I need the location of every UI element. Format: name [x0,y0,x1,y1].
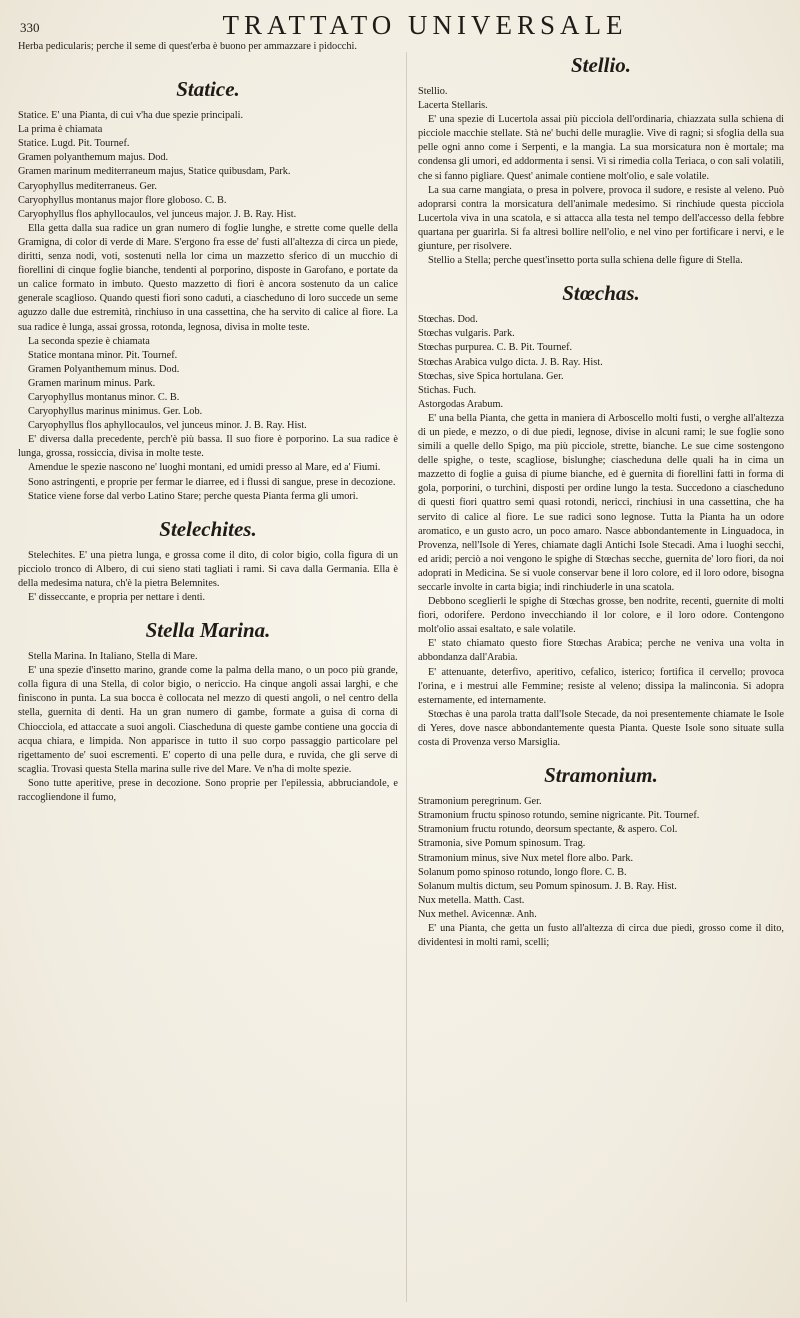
entry-paragraph: E' una bella Pianta, che getta in maniera di Arboscello molti fusti, o verghe all'altezza di un piede, e mezzo, o di due piedi, legnose, divise in alcuni rami; le sue foglie sono simili a quelle dello Spigo, ma più picciole, strette, bianche. Le sue cime sostengono delle spighe, o teste, scagliose, bislunghe; ciascheduna delle quali ha in cima un mazzetto di foglie a guisa di piume bianche, ed è guernita di fiorellini fatti in forma di gola, porporini, o turchini, disposti per ordine lungo la testa. Succedono a ciascheduno di questi fiori quattro semi quasi rotondi, nericci, rinchiusi in una cassettina, che ha servito di calice al fiore. Le sue radici sono legnose. Tutta la Pianta ha un odore aromatico, e un gusto acro, un poco amaro. Nasce abbondantemente in Linguadoca, in Provenza, nell'Isole di Yeres, chiamate dagli Antichi Isole Stecadi. Ama i luoghi secchi, ed aridi; perciò a noi vengono le spighe di Stœchas secche, guernita de' loro fiori, da noi adoprati in Medicina. Se si vuole conservar bene il loro colore, ed il loro odore, bisogna seccarle involte in carta bigia; indi rinchiuderle in una scatola. [418,412,784,593]
entry-paragraph: E' una spezie d'insetto marino, grande come la palma della mano, o un poco più grande, colla figura di una Stella, di color bigio, o nericcio. Ha cinque angoli assai larghi, e che finiscono in punta. La sua bocca è collocata nel mezzo di questi angoli, o nel centro della stella, guernita di denti. Ha un gran numero di gambe, formate a guisa di corna di Chiocciola, ed attaccate a suoi angoli. Ciascheduna di queste gambe contiene una goccia di acqua chiara, e limpida. Non apparisce in tutto il suo corpo passaggio particolare pel rigettamento de' suoi escrementi. E' coperto di una pelle dura, e ruvida, che gli serve di scaglia. Trovasi questa Stella marina sulle rive del Mare. Ve n'ha di molte spezie. [18,665,398,775]
synonym-line: Statice. E' una Pianta, di cui v'ha due spezie principali. [18,110,244,122]
entry-paragraph: Amendue le spezie nascono ne' luoghi montani, ed umidi presso al Mare, ed a' Fiumi. [28,462,381,474]
synonym-line: Stœchas, sive Spica hortulana. Ger. [418,370,564,382]
synonym-line: Stramonia, sive Pomum spinosum. Trag. [418,838,586,850]
synonym-line: Statice. Lugd. Pit. Tournef. [18,138,130,150]
synonym-line: Stichas. Fuch. [418,384,477,396]
left-column [18,40,398,1310]
entry-paragraph: E' disseccante, e propria per nettare i denti. [28,592,206,603]
right-entries [418,52,784,950]
entry-paragraph: E' attenuante, deterfivo, aperitivo, cefalico, isterico; fortifica il cervello; provoca l'orina, e i mestrui alle Femmine; resiste al veleno; dissipa la malinconia. Si adopra esternamente, ed internamente. [418,666,784,706]
entry-st-chas [418,280,784,750]
right-column [418,40,784,1310]
synonym-line: Stramonium fructu spinoso rotundo, semine nigricante. Pit. Tournef. [418,810,700,822]
synonym-line: Stramonium minus, sive Nux metel flore albo. Park. [418,852,634,864]
synonym-line: Stœchas vulgaris. Park. [418,328,515,340]
entry-paragraph: Caryophyllus flos aphyllocaulos, vel junceus minor. J. B. Ray. Hist. [28,420,307,432]
entry-paragraph: Stellio a Stella; perche quest'insetto porta sulla schiena delle figure di Stella. [428,255,743,267]
entry-title: Statice. [176,77,240,102]
entry-paragraph: E' una Pianta, che getta un fusto all'altezza di circa due piedi, grosso come il dito, dividentesi in molti rami, scelli; [418,922,784,949]
synonym-line: Caryophyllus mediterraneus. Ger. [18,180,157,192]
column-divider [406,52,407,1302]
entry-paragraph: Caryophyllus marinus minimus. Ger. Lob. [28,406,203,418]
left-entries [18,76,398,805]
synonym-line: Stellio. [418,86,448,97]
synonym-line: Gramen marinum mediterraneum majus, Statice quibusdam, Park. [18,166,291,178]
entry-stellio [418,52,784,268]
entry-paragraph: La seconda spezie è chiamata [28,335,150,347]
entry-stramonium [418,762,784,950]
synonym-line: Solanum multis dictum, seu Pomum spinosum. J. B. Ray. Hist. [418,880,677,892]
entry-statice [18,76,398,504]
entry-paragraph: Sono tutte aperitive, prese in decozione. Sono proprie per l'epilessia, abbruciandole, e raccogliendone il fumo, [18,777,398,804]
synonym-line: Stramonium fructu rotundo, deorsum spectante, & aspero. Col. [418,824,678,836]
entry-paragraph: Ella getta dalla sua radice un gran numero di foglie lunghe, e strette come quelle della Gramigna, di color di verde di Mare. S'ergono fra esse de' fusti all'altezza di circa un piede, diritti, senza nodi, voti, sostenuti nella lor cima un mazzetto sferico di un mucchio di fiorellini di cinque foglie bianche, tendenti al porporino, disposte in Garofano, e portate da un calice formato in imbuto. Questo mazzetto di fiori è ancora sostenuto da un calice generale scaglioso. Quando questi fiori sono caduti, a ciascheduno di loro succede un seme aguzzo dalle due estremità, rinchiuso in una cassettina, che ha servito di calice al fiore. La sua radice è lunga, assai grossa, rotonda, legnosa, divisa in molte teste. [18,222,398,333]
entry-title: Stella Marina. [145,618,271,643]
entry-paragraph: E' diversa dalla precedente, perch'è più bassa. Il suo fiore è porporino. La sua radice è lunga, grossa, rossiccia, divisa in molte teste. [18,434,398,460]
synonym-line: Lacerta Stellaris. [418,100,488,112]
entry-paragraph: La sua carne mangiata, o presa in polvere, provoca il sudore, e resiste al veleno. Può adoprarsi contra la morsicatura dell'animale medesimo. Si rinchiude questa picciola Lucertola viva in una scatola, e si attacca alla testa nel tempo dell'accesso della febbre quartana per guarirla. Si fa altresì bollire nell'olio, e nel vino per fortificare i nervi, e le giunture, per risolvere. [418,184,784,253]
synonym-line: Gramen polyanthemum majus. Dod. [18,152,169,164]
entry-paragraph: Gramen Polyanthemum minus. Dod. [28,363,180,375]
entry-paragraph: Sono astringenti, e proprie per fermar le diarree, ed i flussi di sangue, prese in decozione. [28,476,396,488]
synonym-line: Stramonium peregrinum. Ger. [418,796,542,808]
synonym-line: Solanum pomo spinoso rotundo, longo flore. C. B. [418,866,627,878]
entry-paragraph: Statice montana minor. Pit. Tournef. [28,349,178,361]
synonym-line: Astorgodas Arabum. [418,398,504,410]
synonym-line: Caryophyllus montanus major flore globoso. C. B. [18,194,227,206]
entry-paragraph: Stelechites. E' una pietra lunga, e grossa come il dito, di color bigio, colla figura di un picciolo tronco di Albero, di cui sieno stati tagliati i rami. Si cava dalla Germania. Ella è della medesima natura, ch'è la pietra Belemnites. [18,549,398,589]
entry-title: Stelechites. [159,516,257,541]
entry-paragraph: Statice viene forse dal verbo Latino Stare; perche questa Pianta ferma gli umori. [28,490,359,502]
entry-paragraph: Debbono sceglierli le spighe di Stœchas grosse, ben nodrite, recenti, guernite di molti fiori, odorifere. Perdono invecchiando il lor colore, e il loro odore. Contengono molt'olio assai esaltato, e sale volatile. [418,596,784,636]
intro-paragraph: Herba pedicularis; perche il seme di quest'erba è buono per ammazzare i pidocchi. [18,41,357,52]
entry-paragraph: Stella Marina. In Italiano, Stella di Mare. [28,651,198,663]
entry-stelechites [18,516,398,605]
synonym-line: Caryophyllus flos aphyllocaulos, vel junceus major. J. B. Ray. Hist. [18,208,297,220]
synonym-line: Nux methel. Avicennæ. Anh. [418,908,537,920]
synonym-line: Stœchas purpurea. C. B. Pit. Tournef. [418,342,573,354]
entry-stella-marina [18,617,398,805]
running-head [14,10,786,40]
entry-paragraph: E' stato chiamato questo fiore Stœchas Arabica; perche ne veniva una volta in abbondanza dall'Arabia. [418,638,784,664]
entry-paragraph: Stœchas è una parola tratta dall'Isole Stecade, da noi presentemente chiamate le Isole di Yeres, dove nasce abbondantemente questa Pianta. Queste Isole sono situate sulla costa di Provenza verso Marsiglia. [418,708,784,749]
synonym-line: Stœchas Arabica vulgo dicta. J. B. Ray. Hist. [418,356,603,368]
entry-title: Stœchas. [562,281,640,306]
synonym-line: Nux metella. Matth. Cast. [418,894,525,906]
entry-paragraph: E' una spezie di Lucertola assai più picciola dell'ordinaria, chiazzata sulla schiena di picciole macchie stellate. Stà ne' buchi delle muraglie. Vive di ragni; si sfoglia della sua pelle ogni anno come i Serpenti, e la mangia. La sua morsicatura non è mortale; ma condensa gli umori, ed addormenta i sensi. Vi si rimedia colla Teriaca, o con sali volatili, che si fanno pigliare. Quest' animale contiene molt'olio, e sale volatile. [418,114,784,182]
entry-paragraph: Gramen marinum minus. Park. [28,377,156,389]
entry-paragraph: Caryophyllus montanus minor. C. B. [28,391,180,403]
running-title: TRATTATO UNIVERSALE [222,10,628,40]
entry-title: Stellio. [570,53,632,77]
synonym-line: Stœchas. Dod. [418,314,478,326]
page-number: 330 [20,20,40,35]
synonym-line: La prima è chiamata [18,124,103,136]
entry-title: Stramonium. [544,763,658,788]
